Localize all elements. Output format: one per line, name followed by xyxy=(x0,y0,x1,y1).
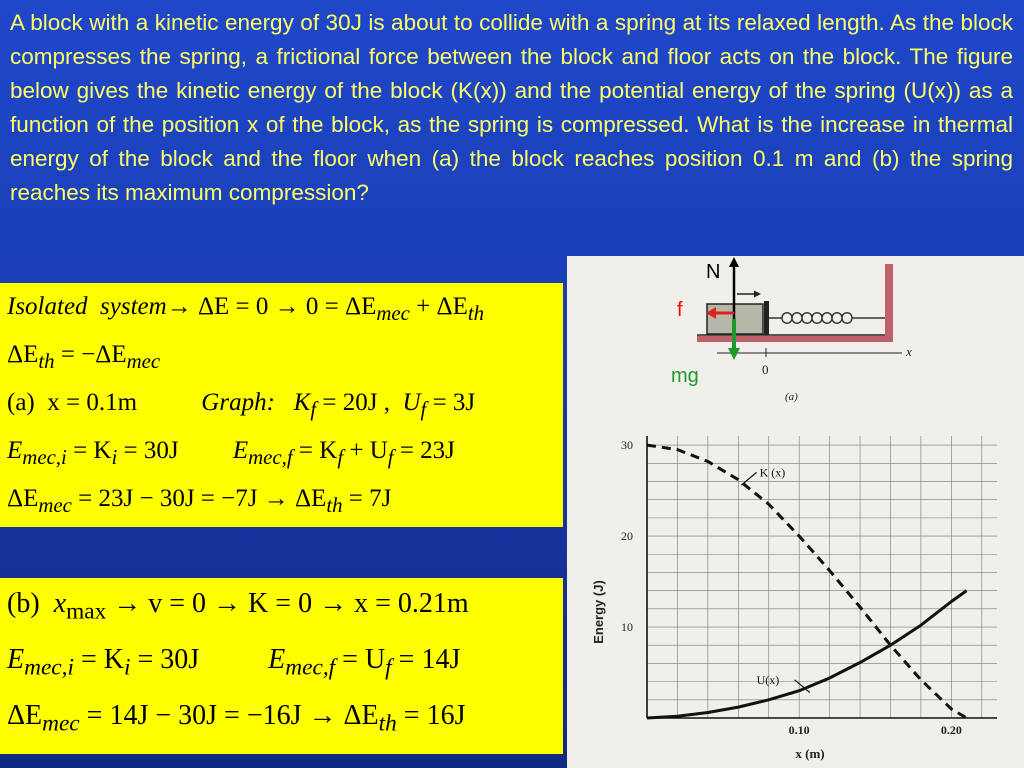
figure-svg xyxy=(567,256,1024,768)
y-tick-label: 30 xyxy=(621,438,633,453)
panel-label-a: (a) xyxy=(785,391,798,403)
wall xyxy=(885,264,893,342)
chart-y-label: Energy (J) xyxy=(591,580,606,644)
solution-box-b xyxy=(0,578,563,754)
spring-coil xyxy=(769,313,885,324)
solution-box-a xyxy=(0,283,563,527)
floor xyxy=(697,336,893,342)
equation-result-b: $\Delta E_{mec} = 14J - 30J = -16J \to \Delta E_{th} = 16J$ xyxy=(7,700,466,737)
chart-series xyxy=(647,445,967,718)
equation-mechanical-energy-a: $E_{mec,i} = K_i = 30J$ $E_{mec,f} = K_f + U_f = 23J$ xyxy=(7,437,455,469)
diagram-origin-label: 0 xyxy=(762,362,769,377)
equation-part-a-graph-values: (a) x = 0.1m Graph: $K_f = 20J$ , $U_f = 3J$ xyxy=(7,389,476,421)
normal-force-arrowhead xyxy=(729,257,739,267)
textbook-figure xyxy=(567,256,1024,768)
chart-grid xyxy=(647,436,997,718)
friction-label: f xyxy=(677,299,683,321)
problem-statement: A block with a kinetic energy of 30J is about to collide with a spring at its relaxed length. As the block compresses the spring, a frictional force between the block and floor acts on the block. The figure below gives the kinetic energy of the block (K(x)) and the potential energy of the spring (U(x)) as a function of the position x of the block, as the spring is compressed. What is the increase in thermal energy of the block and the floor when (a) the block reaches position 0.1 m and (b) the spring reaches its maximum compression? xyxy=(10,10,1013,205)
normal-force-label: N xyxy=(706,261,721,283)
chart-axes xyxy=(647,436,997,718)
x-tick-label: 0.20 xyxy=(940,723,962,737)
equation-thermal-energy: $\Delta E_{th} = -\Delta E_{mec}$ xyxy=(7,341,161,373)
energy-chart xyxy=(591,436,997,761)
spring-plate xyxy=(764,301,769,335)
velocity-arrow-head xyxy=(754,291,761,298)
kinetic-energy-curve xyxy=(647,445,967,718)
y-tick-label: 10 xyxy=(621,620,633,635)
kinetic-series-label: K (x) xyxy=(759,465,786,480)
kinetic-label-leader xyxy=(741,472,756,485)
y-tick-label: 20 xyxy=(621,529,633,544)
chart-x-label: x (m) xyxy=(795,746,825,761)
equation-mechanical-energy-b: $E_{mec,i} = K_i = 30J$ $E_{mec,f} = U_f = 14J$ xyxy=(7,644,461,681)
weight-arrowhead xyxy=(728,348,740,360)
potential-series-label: U(x) xyxy=(756,672,780,687)
equation-isolated-system: Isolated system→ $\Delta E = 0 \to 0 = \Delta E_{mec} + \Delta E_{th}$ xyxy=(7,293,485,325)
diagram-x-label: x xyxy=(906,344,912,359)
weight-label: mg xyxy=(671,365,699,387)
block-spring-diagram xyxy=(671,257,912,403)
potential-energy-curve xyxy=(647,591,967,718)
equation-part-b-condition: (b) $x_{max} \to v = 0 \to K = 0 \to x = 0.21m$ xyxy=(7,588,469,625)
x-tick-label: 0.10 xyxy=(788,723,810,737)
equation-result-a: $\Delta E_{mec} = 23J - 30J = -7J \to \Delta E_{th} = 7J$ xyxy=(7,485,392,517)
